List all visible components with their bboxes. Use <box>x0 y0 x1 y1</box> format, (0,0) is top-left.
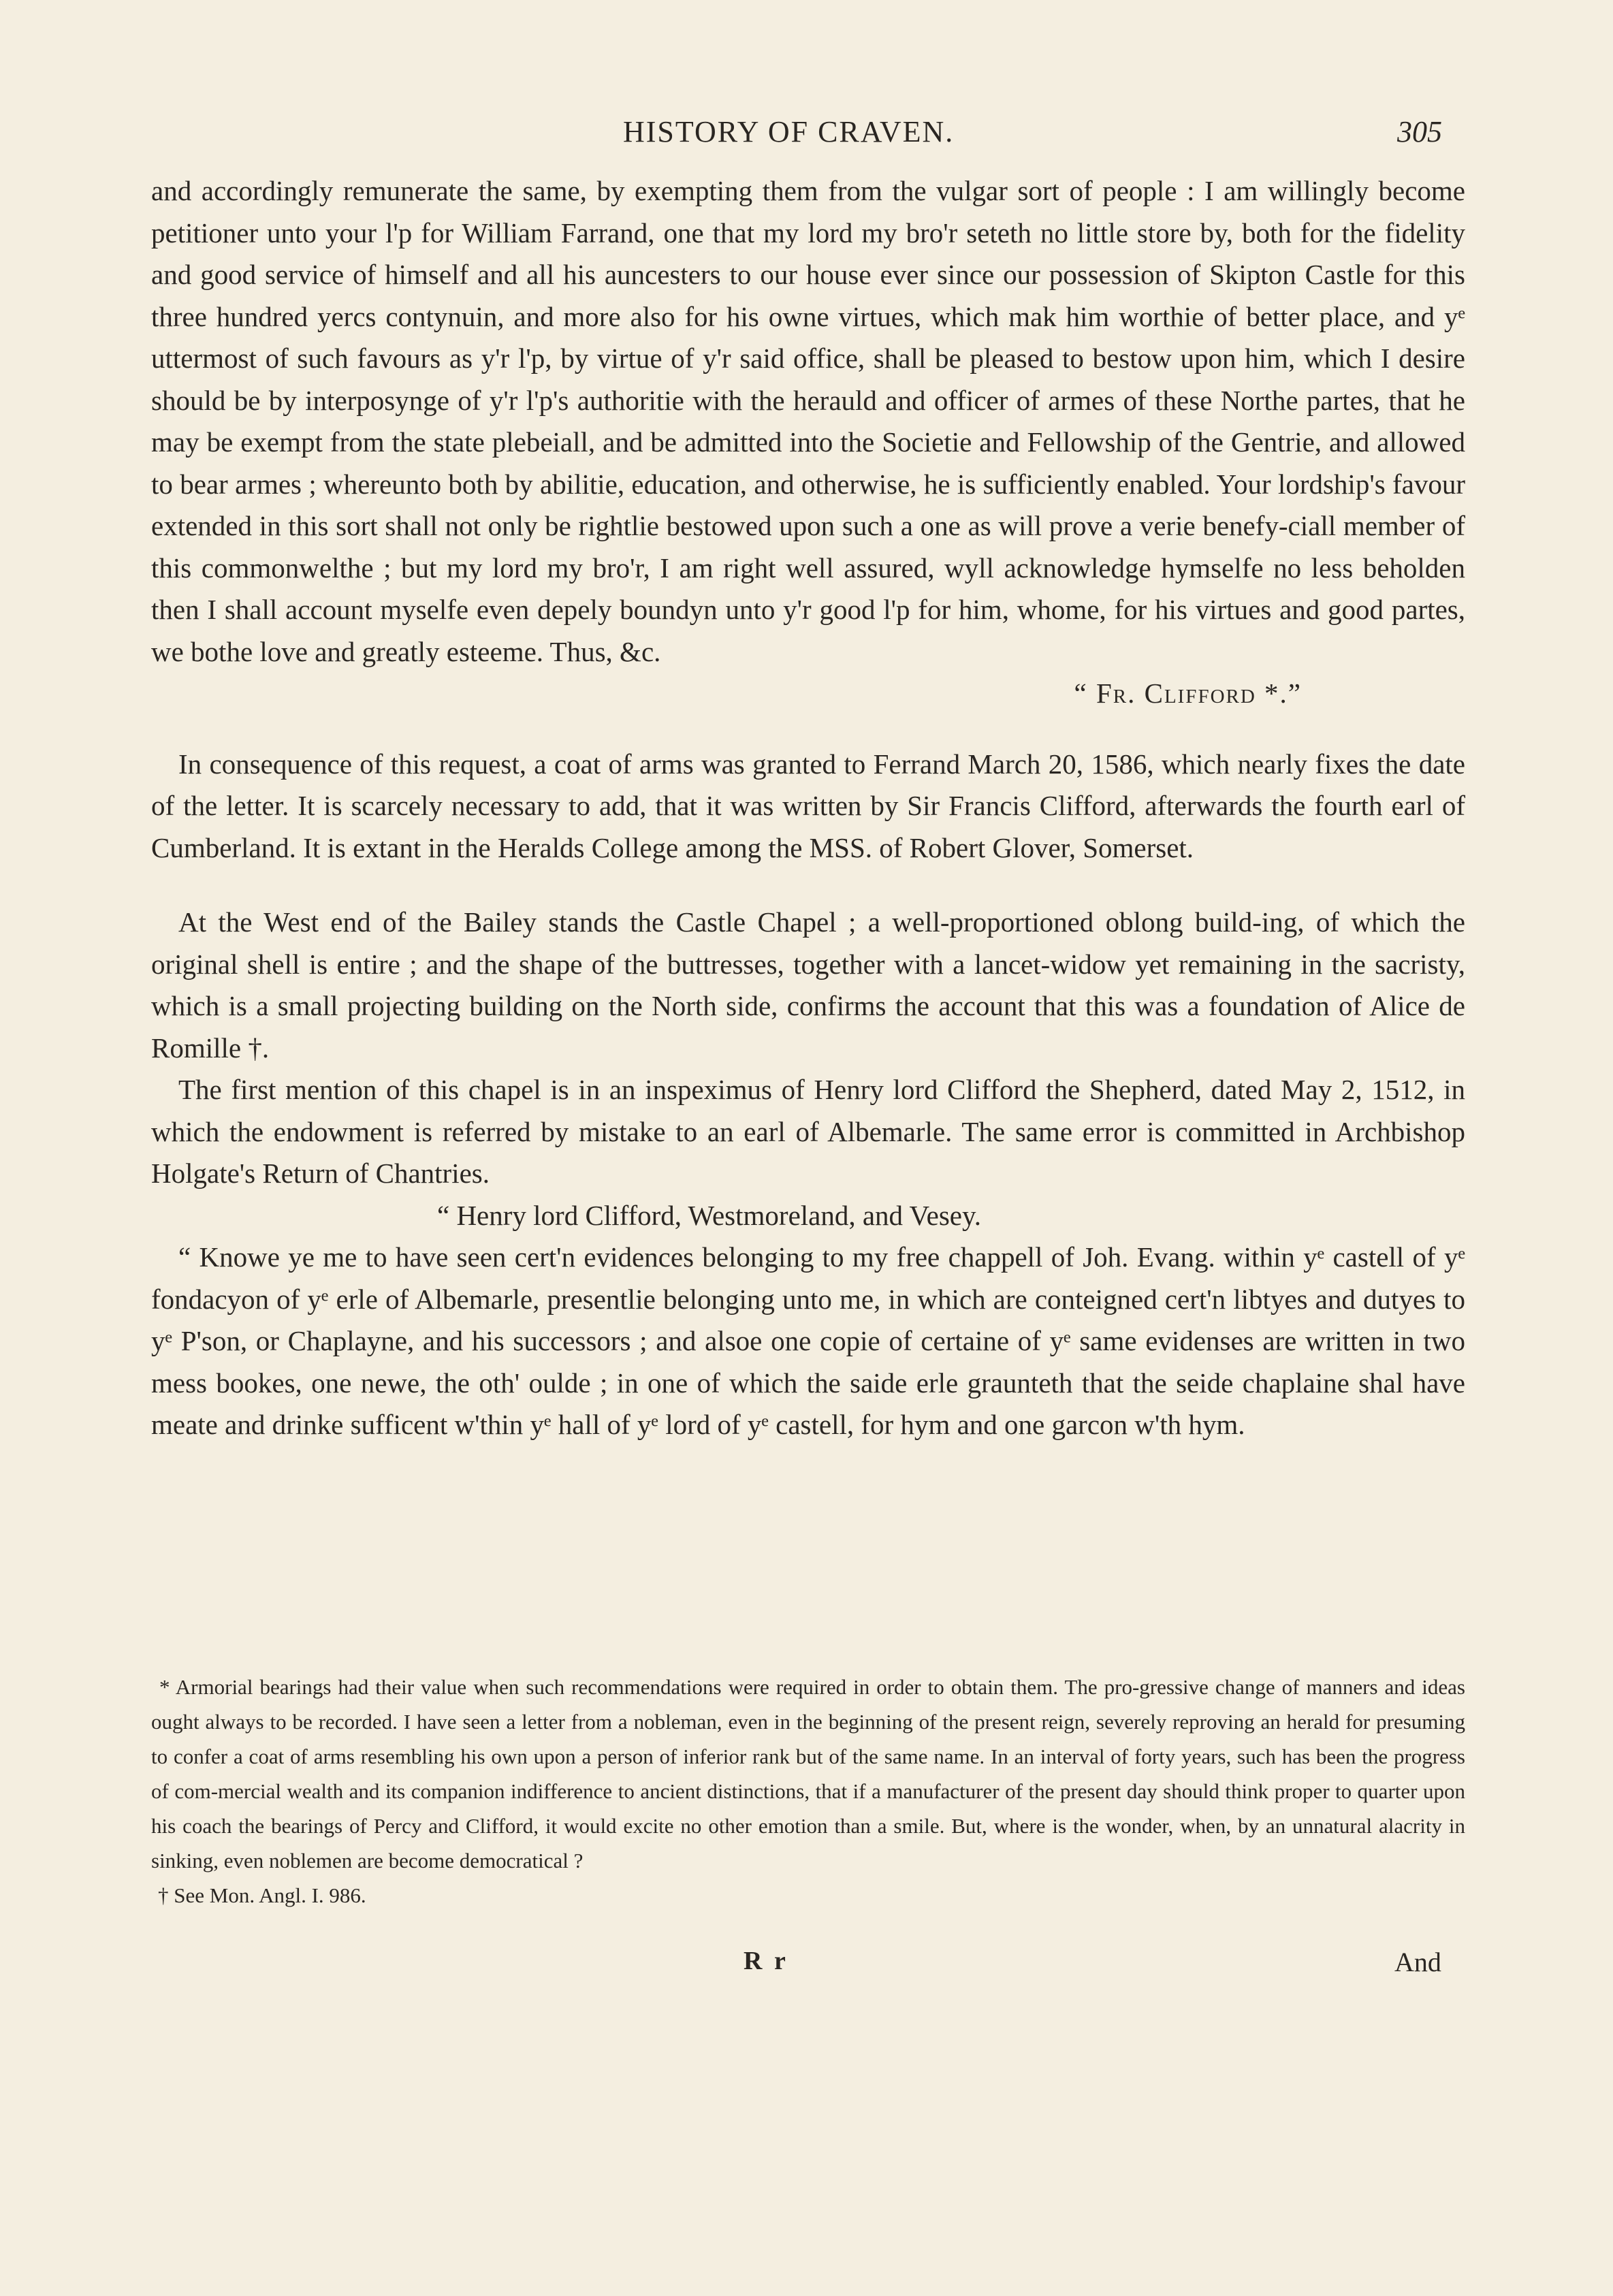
page-header <box>0 114 1613 155</box>
letter-signature: “ Fr. Clifford *.” <box>1074 677 1302 709</box>
signature-mark: R r <box>744 1947 788 1975</box>
main-text <box>151 170 1465 1446</box>
page-footer <box>0 1946 1613 1987</box>
paragraph-request: In consequence of this request, a coat of arms was granted to Ferrand March 20, 1586, which nearly fixes the date of the letter. It is scarcely necessary to add, that it was written by Sir Francis Clifford, afterwards the fourth earl of Cumberland. It is extant in the Heralds College among the MSS. of Robert Glover, Somerset. <box>151 748 1465 863</box>
paragraph-chapel: At the West end of the Bailey stands the Castle Chapel ; a well-proportioned oblong build-ing, of which the original shell is entire ; and the shape of the buttresses, together with a lancet-widow yet remaining in the sacristy, which is a small projecting building on the North side, confirms the account that this was a foundation of Alice de Romille †. <box>151 906 1465 1064</box>
page-number: 305 <box>1397 115 1442 148</box>
running-title: HISTORY OF CRAVEN. <box>623 115 955 148</box>
footnote-mon-angl: † See Mon. Angl. I. 986. <box>158 1883 366 1907</box>
catchword: And <box>1394 1947 1441 1977</box>
deed-text: “ Knowe ye me to have seen cert'n evidences belonging to my free chappell of Joh. Evang. within yᵉ castell of yᵉ fondacyon of yᵉ erle of Albemarle, presentlie belonging unto me, in which are conteigned cert'n libtyes and dutyes to yᵉ P'son, or Chaplayne, and his successors ; and alsoe one copie of certaine of yᵉ same evidenses are written in two mess bookes, one newe, the oth' oulde ; in one of which the saide erle graunteth that the seide chaplaine shal have meate and drinke sufficent w'thin yᵉ hall of yᵉ lord of yᵉ castell, for hym and one garcon w'th hym. <box>151 1241 1465 1440</box>
deed-heading: “ Henry lord Clifford, Westmoreland, and Vesey. <box>437 1199 982 1231</box>
letter-text: and accordingly remunerate the same, by exempting them from the vulgar sort of people : I am willingly become petitioner unto your l'p for William Farrand, one that my lord my bro'r seteth no little store by, both for the fidelity and good service of himself and all his auncesters to our house ever since our possession of Skipton Castle for this three hundred yercs contynuin, and more also for his owne virtues, which mak him worthie of better place, and yᵉ uttermost of such favours as y'r l'p, by virtue of y'r said office, shall be pleased to bestow upon him, which I desire should be by interposynge of y'r l'p's authoritie with the herauld and officer of armes of these Northe partes, that he may be exempt from the state plebeiall, and be admitted into the Societie and Fellowship of the Gentrie, and allowed to bear armes ; whereunto both by abilitie, education, and otherwise, he is sufficiently enabled. Your lordship's favour extended in this sort shall not only be rightlie bestowed upon such a one as will prove a verie benefy-ciall member of this commonwelthe ; but my lord my bro'r, I am right well assured, wyll acknowledge hymselfe no less beholden then I shall account myselfe even depely boundyn unto y'r good l'p for him, whome, for his virtues and good partes, we bothe love and greatly esteeme. Thus, &c. <box>151 175 1465 667</box>
footnotes <box>151 1670 1465 1913</box>
paragraph-first-mention: The first mention of this chapel is in an inspeximus of Henry lord Clifford the Shepherd, dated May 2, 1512, in which the endowment is referred by mistake to an earl of Albemarle. The same error is committed in Archbishop Holgate's Return of Chantries. <box>151 1074 1465 1189</box>
footnote-armorial: * Armorial bearings had their value when such recommendations were required in order to obtain them. The pro-gressive change of manners and ideas ought always to be recorded. I have seen a letter from a nobleman, even in the beginning of the present reign, severely reproving an herald for presuming to confer a coat of arms resembling his own upon a person of inferior rank but of the same name. In an interval of forty years, such has been the progress of com-mercial wealth and its companion indifference to ancient distinctions, that if a manufacturer of the present day should think proper to quarter upon his coach the bearings of Percy and Clifford, it would excite no other emotion than a smile. But, where is the wonder, when, by an unnatural alacrity in sinking, even noblemen are become democratical ? <box>151 1675 1465 1872</box>
